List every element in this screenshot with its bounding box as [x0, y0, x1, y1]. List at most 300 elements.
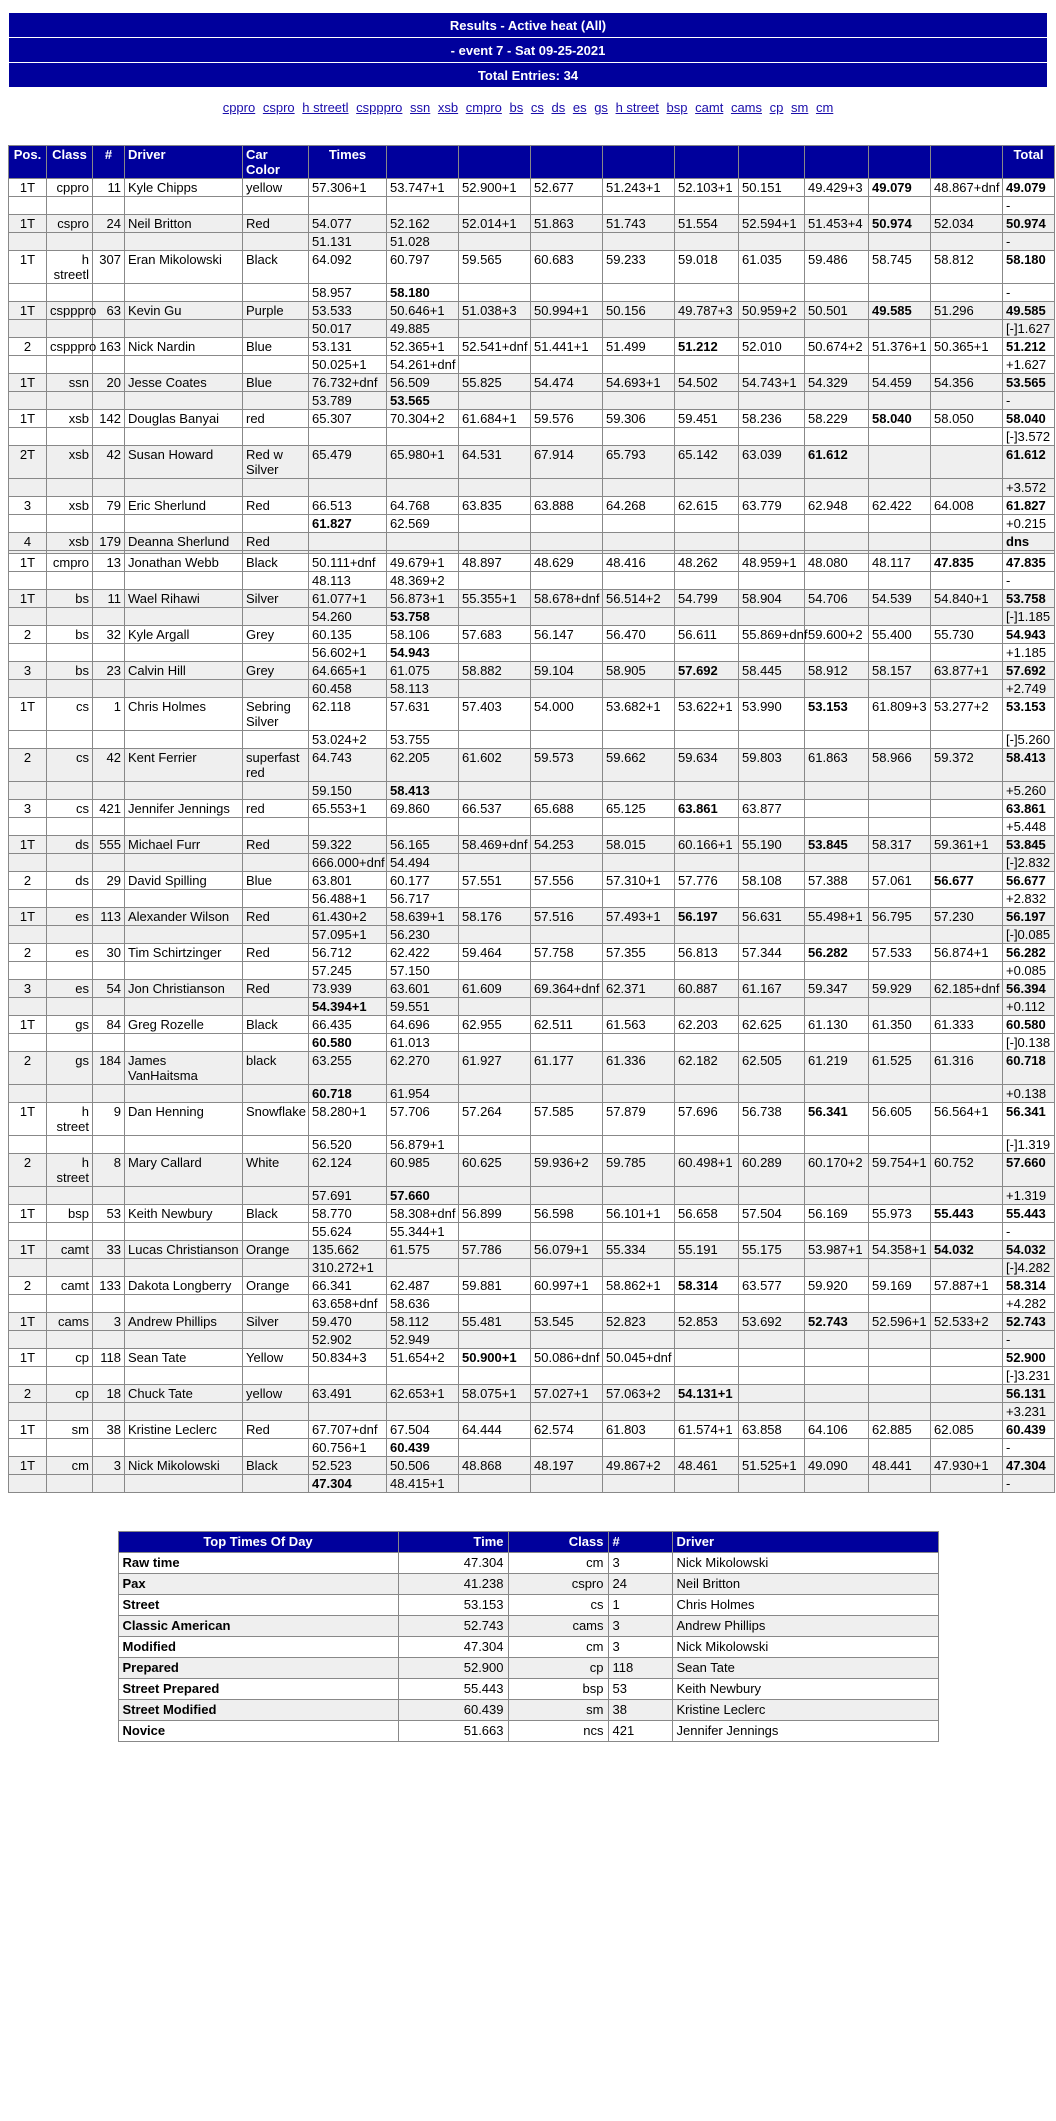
run-time-cell: 61.177: [531, 1052, 603, 1085]
run-time-cell: [531, 572, 603, 590]
run-time-cell: 61.350: [869, 1016, 931, 1034]
top-times-col-class: Class: [508, 1532, 608, 1553]
run-time-cell: [805, 392, 869, 410]
run-time-cell: 73.939: [309, 980, 387, 998]
car-color-cell: Red: [243, 533, 309, 551]
run-time-cell: 52.949: [387, 1331, 459, 1349]
empty-cell: [93, 680, 125, 698]
empty-cell: [243, 1403, 309, 1421]
class-cell: cs: [47, 698, 93, 731]
run-time-cell: [869, 1295, 931, 1313]
run-time-cell: [603, 572, 675, 590]
empty-cell: [9, 890, 47, 908]
run-time-cell: 58.050: [931, 410, 1003, 428]
run-time-cell: 57.027+1: [531, 1385, 603, 1403]
run-time-cell: 58.957: [309, 284, 387, 302]
empty-cell: [9, 731, 47, 749]
run-time-cell: 52.743: [805, 1313, 869, 1331]
run-time-cell: 56.341: [805, 1103, 869, 1136]
empty-cell: [9, 356, 47, 374]
driver-cell: Eric Sherlund: [125, 497, 243, 515]
total-cell: 50.974: [1003, 215, 1055, 233]
run-time-cell: 50.025+1: [309, 356, 387, 374]
run-time-cell: 56.605: [869, 1103, 931, 1136]
empty-cell: [93, 854, 125, 872]
run-time-cell: 58.678+dnf: [531, 590, 603, 608]
run-time-cell: 56.602+1: [309, 644, 387, 662]
position-cell: 2: [9, 1385, 47, 1403]
run-time-cell: 54.329: [805, 374, 869, 392]
top-time-value: 55.443: [398, 1679, 508, 1700]
difference-cell: -: [1003, 284, 1055, 302]
result-row: [9, 749, 1055, 782]
empty-cell: [47, 1367, 93, 1385]
run-time-cell: 54.474: [531, 374, 603, 392]
top-time-driver: Nick Mikolowski: [672, 1553, 938, 1574]
total-cell: 56.282: [1003, 944, 1055, 962]
result-row: [9, 554, 1055, 572]
class-cell: cm: [47, 1457, 93, 1475]
difference-cell: -: [1003, 197, 1055, 215]
run-time-cell: 50.111+dnf: [309, 554, 387, 572]
run-time-cell: 49.079: [869, 179, 931, 197]
run-time-cell: 59.634: [675, 749, 739, 782]
run-time-cell: 49.787+3: [675, 302, 739, 320]
run-time-cell: [869, 233, 931, 251]
run-time-cell: 58.180: [387, 284, 459, 302]
total-cell: 49.585: [1003, 302, 1055, 320]
run-time-cell: 52.596+1: [869, 1313, 931, 1331]
empty-cell: [125, 284, 243, 302]
run-time-cell: 58.966: [869, 749, 931, 782]
run-time-cell: [309, 197, 387, 215]
difference-cell: [-]3.572: [1003, 428, 1055, 446]
run-time-cell: 57.388: [805, 872, 869, 890]
run-time-cell: 54.358+1: [869, 1241, 931, 1259]
position-cell: 1T: [9, 590, 47, 608]
empty-cell: [125, 1034, 243, 1052]
run-time-cell: [459, 1331, 531, 1349]
empty-cell: [243, 1367, 309, 1385]
run-time-cell: 56.874+1: [931, 944, 1003, 962]
run-time-cell: [805, 644, 869, 662]
empty-cell: [125, 926, 243, 944]
run-time-cell: 55.344+1: [387, 1223, 459, 1241]
position-cell: 1T: [9, 1421, 47, 1439]
class-cell: gs: [47, 1016, 93, 1034]
run-time-cell: [739, 1349, 805, 1367]
run-time-cell: 57.355: [603, 944, 675, 962]
empty-cell: [243, 998, 309, 1016]
car-number-cell: 421: [93, 800, 125, 818]
run-time-cell: 53.565: [387, 392, 459, 410]
class-link[interactable]: cs: [530, 100, 544, 115]
car-color-cell: Red: [243, 836, 309, 854]
run-time-cell: [459, 854, 531, 872]
car-number-cell: 3: [93, 1313, 125, 1331]
top-times-col-number: #: [608, 1532, 672, 1553]
top-times-col-time: Time: [398, 1532, 508, 1553]
result-row-continued: [9, 644, 1055, 662]
top-time-row: [118, 1595, 938, 1616]
run-time-cell: [531, 515, 603, 533]
run-time-cell: [869, 644, 931, 662]
position-cell: 2: [9, 1154, 47, 1187]
empty-cell: [93, 197, 125, 215]
run-time-cell: 58.904: [739, 590, 805, 608]
run-time-cell: [459, 572, 531, 590]
result-row: [9, 374, 1055, 392]
run-time-cell: [531, 1085, 603, 1103]
run-time-cell: 59.551: [387, 998, 459, 1016]
top-time-number: 3: [608, 1637, 672, 1658]
run-time-cell: [805, 197, 869, 215]
run-time-cell: 52.533+2: [931, 1313, 1003, 1331]
class-cell: h streetl: [47, 251, 93, 284]
class-cell: xsb: [47, 410, 93, 428]
class-link[interactable]: bs: [509, 100, 524, 115]
empty-cell: [125, 608, 243, 626]
difference-cell: [-]5.260: [1003, 731, 1055, 749]
result-row: [9, 590, 1055, 608]
top-time-driver: Sean Tate: [672, 1658, 938, 1679]
total-cell: 52.743: [1003, 1313, 1055, 1331]
class-link[interactable]: es: [572, 100, 587, 115]
class-link[interactable]: cspppro: [356, 100, 403, 115]
run-time-cell: [675, 926, 739, 944]
empty-cell: [243, 197, 309, 215]
driver-cell: Alexander Wilson: [125, 908, 243, 926]
run-time-cell: 64.531: [459, 446, 531, 479]
run-time-cell: [739, 1034, 805, 1052]
run-time-cell: 58.157: [869, 662, 931, 680]
result-row-continued: [9, 926, 1055, 944]
car-color-cell: Sebring Silver: [243, 698, 309, 731]
car-color-cell: White: [243, 1154, 309, 1187]
run-time-cell: 50.834+3: [309, 1349, 387, 1367]
car-color-cell: Red: [243, 1421, 309, 1439]
run-time-cell: 51.441+1: [531, 338, 603, 356]
result-row: [9, 1241, 1055, 1259]
class-link[interactable]: cppro: [222, 100, 256, 115]
empty-cell: [9, 1295, 47, 1313]
run-time-cell: 60.166+1: [675, 836, 739, 854]
driver-cell: Calvin Hill: [125, 662, 243, 680]
class-link[interactable]: gs: [594, 100, 608, 115]
empty-cell: [243, 233, 309, 251]
driver-cell: Wael Rihawi: [125, 590, 243, 608]
run-time-cell: [739, 998, 805, 1016]
driver-cell: Jon Christianson: [125, 980, 243, 998]
run-time-cell: [459, 1223, 531, 1241]
run-time-cell: [869, 731, 931, 749]
run-time-cell: [739, 356, 805, 374]
run-time-cell: [675, 1403, 739, 1421]
run-time-cell: [869, 515, 931, 533]
class-link[interactable]: cmpro: [465, 100, 502, 115]
class-cell: h street: [47, 1154, 93, 1187]
run-time-cell: [805, 479, 869, 497]
difference-cell: -: [1003, 1439, 1055, 1457]
run-time-cell: [869, 1403, 931, 1421]
top-time-category: Classic American: [118, 1616, 398, 1637]
empty-cell: [243, 926, 309, 944]
class-link[interactable]: bsp: [666, 100, 688, 115]
run-time-cell: 62.955: [459, 1016, 531, 1034]
run-time-cell: [459, 479, 531, 497]
run-time-cell: 49.679+1: [387, 554, 459, 572]
run-time-cell: 57.786: [459, 1241, 531, 1259]
empty-cell: [125, 1367, 243, 1385]
total-cell: 53.758: [1003, 590, 1055, 608]
run-time-cell: [675, 890, 739, 908]
top-time-category: Street: [118, 1595, 398, 1616]
empty-cell: [243, 962, 309, 980]
run-time-cell: 61.575: [387, 1241, 459, 1259]
car-number-cell: 23: [93, 662, 125, 680]
car-color-cell: Orange: [243, 1277, 309, 1295]
run-time-cell: 56.282: [805, 944, 869, 962]
class-link[interactable]: ssn: [410, 100, 431, 115]
top-time-value: 47.304: [398, 1637, 508, 1658]
run-time-cell: [387, 1259, 459, 1277]
empty-cell: [125, 998, 243, 1016]
run-time-cell: [459, 731, 531, 749]
run-time-cell: 54.131+1: [675, 1385, 739, 1403]
run-time-cell: [675, 1331, 739, 1349]
class-link[interactable]: xsb: [437, 100, 459, 115]
total-entries: Total Entries: 34: [9, 63, 1048, 88]
run-time-cell: [675, 533, 739, 551]
class-link[interactable]: cp: [769, 100, 784, 115]
difference-cell: +2.749: [1003, 680, 1055, 698]
total-cell: 56.341: [1003, 1103, 1055, 1136]
empty-cell: [243, 890, 309, 908]
total-cell: 60.439: [1003, 1421, 1055, 1439]
run-time-cell: 59.018: [675, 251, 739, 284]
run-time-cell: 57.696: [675, 1103, 739, 1136]
empty-cell: [9, 1367, 47, 1385]
empty-cell: [243, 1475, 309, 1493]
run-time-cell: [387, 1403, 459, 1421]
run-time-cell: 60.797: [387, 251, 459, 284]
driver-cell: Greg Rozelle: [125, 1016, 243, 1034]
run-time-cell: 60.458: [309, 680, 387, 698]
total-cell: 63.861: [1003, 800, 1055, 818]
col-times: Times: [309, 146, 387, 179]
run-time-cell: 66.341: [309, 1277, 387, 1295]
car-color-cell: Blue: [243, 338, 309, 356]
run-time-cell: [603, 1331, 675, 1349]
run-time-cell: 57.556: [531, 872, 603, 890]
car-color-cell: Red w Silver: [243, 446, 309, 479]
run-time-cell: 48.867+dnf: [931, 179, 1003, 197]
top-time-driver: Nick Mikolowski: [672, 1637, 938, 1658]
run-time-cell: [931, 572, 1003, 590]
run-time-cell: 62.182: [675, 1052, 739, 1085]
empty-cell: [93, 356, 125, 374]
run-time-cell: [931, 515, 1003, 533]
run-time-cell: 59.920: [805, 1277, 869, 1295]
class-link[interactable]: cspro: [262, 100, 295, 115]
top-time-driver: Keith Newbury: [672, 1679, 938, 1700]
run-time-cell: [869, 782, 931, 800]
run-time-cell: [459, 1259, 531, 1277]
run-time-cell: [459, 1403, 531, 1421]
run-time-cell: 58.745: [869, 251, 931, 284]
empty-cell: [243, 731, 309, 749]
run-time-cell: [739, 233, 805, 251]
run-time-cell: 53.692: [739, 1313, 805, 1331]
run-time-cell: 64.092: [309, 251, 387, 284]
run-time-cell: 64.743: [309, 749, 387, 782]
run-time-cell: [739, 1259, 805, 1277]
car-number-cell: 53: [93, 1205, 125, 1223]
class-link[interactable]: h street: [615, 100, 659, 115]
position-cell: 2: [9, 944, 47, 962]
run-time-cell: 56.169: [805, 1205, 869, 1223]
run-time-cell: 65.307: [309, 410, 387, 428]
class-link[interactable]: ds: [551, 100, 566, 115]
run-time-cell: 57.776: [675, 872, 739, 890]
results-header-row: [9, 146, 1055, 179]
run-time-cell: [531, 1295, 603, 1313]
top-time-driver: Jennifer Jennings: [672, 1721, 938, 1742]
run-time-cell: [387, 818, 459, 836]
run-time-cell: [603, 998, 675, 1016]
run-time-cell: [603, 680, 675, 698]
total-cell: 61.612: [1003, 446, 1055, 479]
class-link[interactable]: sm: [790, 100, 809, 115]
empty-cell: [9, 1187, 47, 1205]
empty-cell: [9, 1223, 47, 1241]
car-color-cell: Black: [243, 1457, 309, 1475]
run-time-cell: [739, 1367, 805, 1385]
class-link[interactable]: camt: [695, 100, 724, 115]
class-cell: ssn: [47, 374, 93, 392]
empty-cell: [9, 1331, 47, 1349]
empty-cell: [47, 890, 93, 908]
class-cell: cppro: [47, 179, 93, 197]
class-link[interactable]: cams: [730, 100, 762, 115]
total-cell: 60.718: [1003, 1052, 1055, 1085]
empty-cell: [47, 356, 93, 374]
run-time-cell: 58.639+1: [387, 908, 459, 926]
class-link[interactable]: cm: [815, 100, 834, 115]
run-time-cell: 59.451: [675, 410, 739, 428]
run-time-cell: 51.243+1: [603, 179, 675, 197]
run-time-cell: 59.576: [531, 410, 603, 428]
run-time-cell: 60.752: [931, 1154, 1003, 1187]
run-time-cell: [531, 284, 603, 302]
run-time-cell: 65.688: [531, 800, 603, 818]
run-time-cell: 55.190: [739, 836, 805, 854]
position-cell: 1T: [9, 215, 47, 233]
result-row-continued: [9, 428, 1055, 446]
run-time-cell: 60.756+1: [309, 1439, 387, 1457]
car-color-cell: Black: [243, 1016, 309, 1034]
result-row: [9, 497, 1055, 515]
run-time-cell: [869, 533, 931, 551]
run-time-cell: [603, 197, 675, 215]
run-time-cell: [531, 356, 603, 374]
run-time-cell: [309, 1403, 387, 1421]
difference-cell: +0.138: [1003, 1085, 1055, 1103]
run-time-cell: [531, 854, 603, 872]
driver-cell: Jesse Coates: [125, 374, 243, 392]
run-time-cell: [603, 1136, 675, 1154]
difference-cell: [-]1.627: [1003, 320, 1055, 338]
driver-cell: Sean Tate: [125, 1349, 243, 1367]
run-time-cell: [805, 890, 869, 908]
run-time-cell: [603, 233, 675, 251]
empty-cell: [125, 731, 243, 749]
car-number-cell: 179: [93, 533, 125, 551]
empty-cell: [93, 284, 125, 302]
position-cell: 1T: [9, 1349, 47, 1367]
run-time-cell: 63.601: [387, 980, 459, 998]
run-time-cell: 60.498+1: [675, 1154, 739, 1187]
empty-cell: [47, 1295, 93, 1313]
run-time-cell: [739, 284, 805, 302]
car-color-cell: yellow: [243, 179, 309, 197]
run-time-cell: [739, 1223, 805, 1241]
col-run: [931, 146, 1003, 179]
run-time-cell: 57.403: [459, 698, 531, 731]
empty-cell: [243, 392, 309, 410]
run-time-cell: 59.929: [869, 980, 931, 998]
result-row: [9, 1349, 1055, 1367]
result-row: [9, 251, 1055, 284]
difference-cell: [-]4.282: [1003, 1259, 1055, 1277]
run-time-cell: 63.039: [739, 446, 805, 479]
position-cell: 4: [9, 533, 47, 551]
car-color-cell: Purple: [243, 302, 309, 320]
empty-cell: [47, 1259, 93, 1277]
run-time-cell: 59.361+1: [931, 836, 1003, 854]
run-time-cell: 56.147: [531, 626, 603, 644]
run-time-cell: 64.444: [459, 1421, 531, 1439]
empty-cell: [93, 392, 125, 410]
empty-cell: [125, 1136, 243, 1154]
result-row-continued: [9, 392, 1055, 410]
class-link[interactable]: h streetl: [302, 100, 349, 115]
empty-cell: [243, 782, 309, 800]
run-time-cell: 59.573: [531, 749, 603, 782]
run-time-cell: [805, 998, 869, 1016]
run-time-cell: [603, 1475, 675, 1493]
car-number-cell: 63: [93, 302, 125, 320]
run-time-cell: 61.602: [459, 749, 531, 782]
col-run: [459, 146, 531, 179]
run-time-cell: [459, 926, 531, 944]
run-time-cell: 54.356: [931, 374, 1003, 392]
run-time-cell: [459, 890, 531, 908]
run-time-cell: 64.008: [931, 497, 1003, 515]
run-time-cell: [931, 680, 1003, 698]
col-run: [387, 146, 459, 179]
run-time-cell: 60.887: [675, 980, 739, 998]
total-cell: 52.900: [1003, 1349, 1055, 1367]
difference-cell: +3.231: [1003, 1403, 1055, 1421]
top-time-driver: Andrew Phillips: [672, 1616, 938, 1637]
col-number: #: [93, 146, 125, 179]
empty-cell: [93, 233, 125, 251]
col-run: [805, 146, 869, 179]
run-time-cell: [603, 392, 675, 410]
run-time-cell: 57.887+1: [931, 1277, 1003, 1295]
run-time-cell: 48.868: [459, 1457, 531, 1475]
